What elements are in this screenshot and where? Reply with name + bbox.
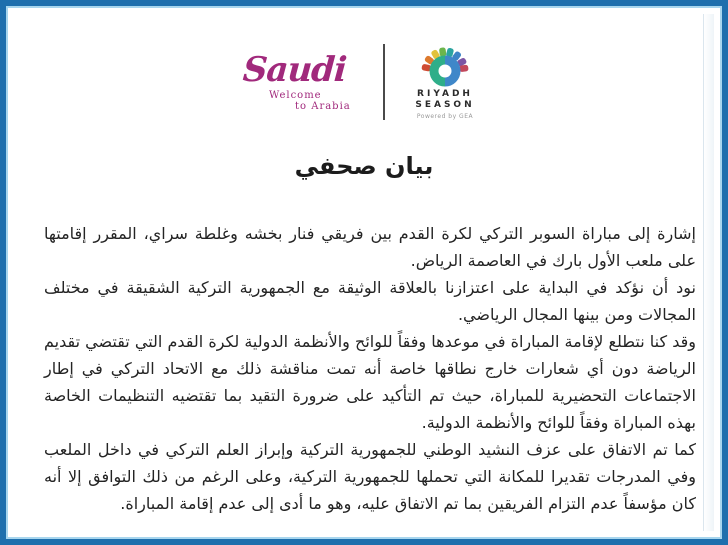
saudi-welcome-to-arabia-logo: [241, 49, 363, 112]
press-release-body: [44, 220, 696, 517]
riyadh-logo-line2: SEASON: [415, 99, 475, 110]
riyadh-season-logo: [405, 45, 485, 120]
riyadh-logo-line1: RIYADH: [417, 88, 473, 99]
saudi-tagline-line1: Welcome: [269, 89, 322, 101]
page-title: بيان صحفي: [294, 152, 434, 180]
logo-divider: [383, 44, 385, 120]
riyadh-season-ring-icon: [421, 45, 469, 89]
paragraph-1: إشارة إلى مباراة السوبر التركي لكرة القدم بين فريقي فنار بخشه وغلطة سراي، المقرر إقامتها على ملعب الأول بارك في العاصمة الرياض.: [44, 224, 696, 270]
paragraph-2: نود أن نؤكد في البداية على اعتزازنا بالعلاقة الوثيقة مع الجمهورية التركية الشقيقة في مختلف المجالات ومن بينها المجال الرياضي.: [44, 278, 696, 324]
paragraph-3: وقد كنا نتطلع لإقامة المباراة في موعدها وفقاً للوائح والأنظمة الدولية لكرة القدم التي تقتضي تقديم الرياضة دون أي شعارات خارج نطاقها خاصة أنه تمت مناقشة ذلك مع الاتحاد التركي في إطار الاجتماعات التحضيرية للمباراة، حيث تم التأكيد على ضرورة التقيد بما تقتضيه التنظيمات الخاصة بهذه المباراة وفقاً للوائح والأنظمة الدولية.: [44, 332, 696, 432]
saudi-tagline-line2: to Arabia: [295, 100, 351, 112]
logo-header: [6, 40, 722, 124]
paragraph-4: كما تم الاتفاق على عزف النشيد الوطني للجمهورية التركية وإبراز العلم التركي في داخل الملعب وفي المدرجات تقديرا للمكانة التي تحملها للجمهورية التركية، وعلى الرغم من ذلك التوافق إلا أنه كان مؤسفاً عدم التزام الفريقين بما تم الاتفاق عليه، وهو ما أدى إلى عدم إقامة المباراة.: [44, 440, 696, 513]
riyadh-logo-powered-by: Powered by GEA: [416, 112, 474, 120]
saudi-wordmark: Saudi: [241, 49, 348, 90]
